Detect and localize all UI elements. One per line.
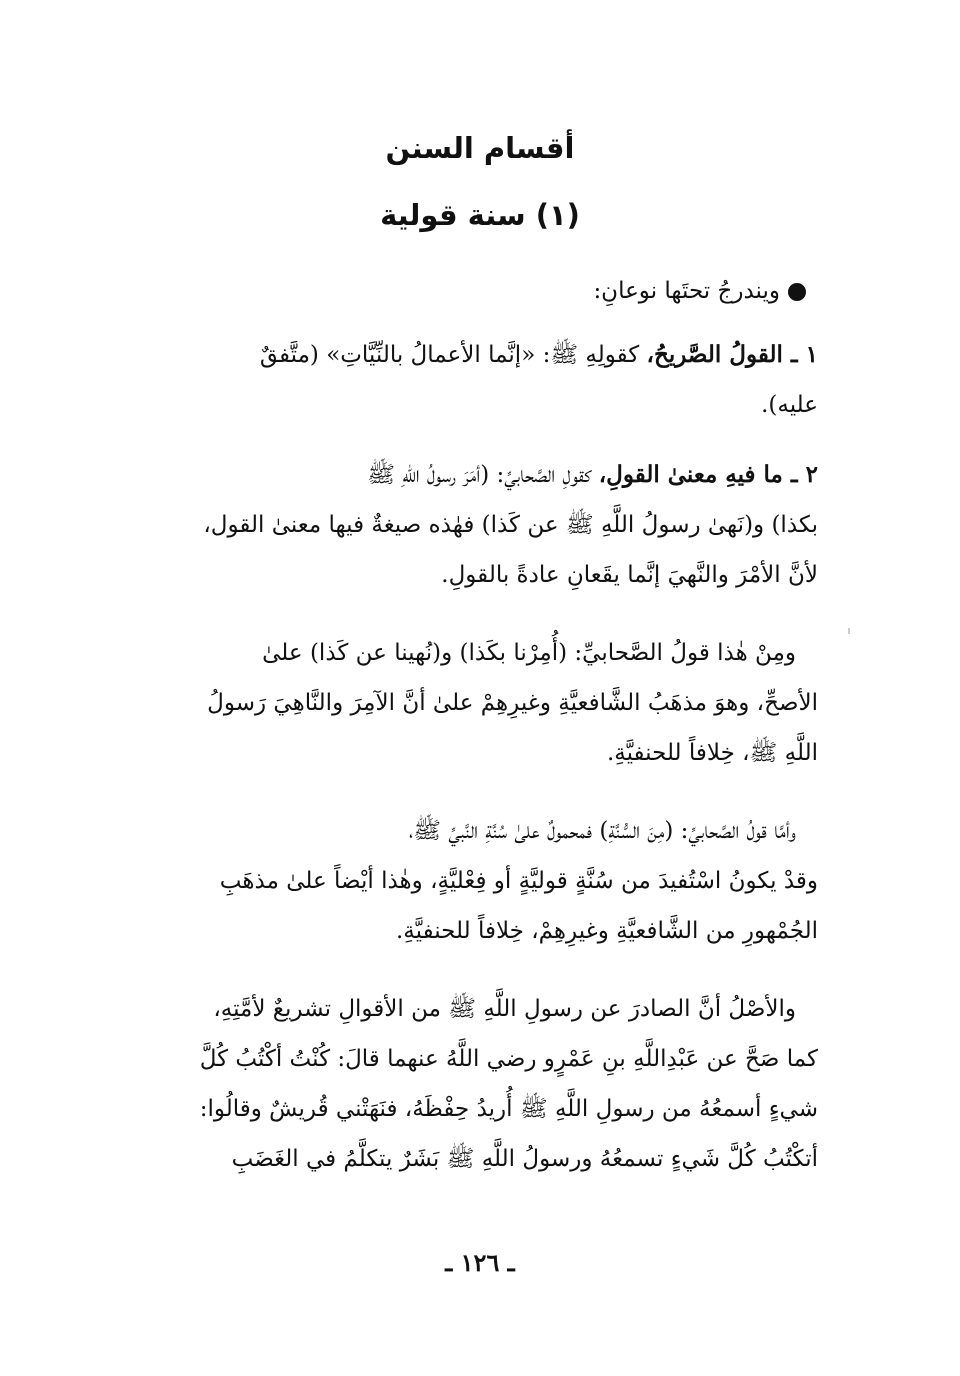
item-1-paragraph	[158, 330, 818, 430]
item-2-line-1: كقولِ الصَّحابيِّ: (أمَرَ رسولُ اللهِ ﷺ	[367, 462, 592, 488]
item-1-line-2: عليه).	[761, 392, 818, 418]
scan-mark	[848, 628, 850, 634]
item-2-line-2: بكذا) و(نَهىٰ رسولُ اللَّهِ ﷺ عن كَذا) فهٰذه صيغةٌ فيها معنىٰ القول،	[203, 512, 818, 538]
paragraph-5-line-1: والأصْلُ أنَّ الصادرَ عن رسولِ اللَّهِ ﷺ من الأقوالِ تشريعٌ لأمَّتِهِ،	[213, 996, 796, 1022]
paragraph-4-line-1: وأمَّا قولُ الصَّحابيِّ: (مِنَ السُّنَّةِ) فمحمولٌ علىٰ سُنَّةِ النَّبيِّ ﷺ،	[408, 818, 796, 844]
item-1-line-1: كقولِهِ ﷺ: «إنَّما الأعمالُ بالنِّيَّاتِ» (متَّفقٌ	[259, 342, 640, 368]
item-2-line-3: لأنَّ الأمْرَ والنَّهيَ إنَّما يقَعانِ عادةً بالقولِ.	[441, 562, 818, 588]
paragraph-5	[158, 984, 818, 1184]
page-heading: أقسام السنن	[385, 131, 575, 165]
item-2-lead: ٢ ـ ما فيهِ معنىٰ القولِ،	[598, 461, 818, 488]
paragraph-3-line-1: ومِنْ هٰذا قولُ الصَّحابيِّ: (أُمِرْنا بكَذا) و(نُهينا عن كَذا) علىٰ	[262, 640, 796, 666]
paragraph-4-line-2: وقدْ يكونُ اسْتُفيدَ من سُنَّةٍ قوليَّةٍ أو فِعْليَّةٍ، وهٰذا أيْضاً علىٰ مذهَبِ	[219, 868, 818, 894]
paragraph-4-line-3: الجُمْهورِ من الشَّافعيَّةِ وغيرِهِمْ، خِلافاً للحنفيَّةِ.	[396, 918, 818, 944]
paragraph-4	[158, 806, 818, 956]
item-1-lead: ١ ـ القولُ الصَّريحُ،	[646, 341, 818, 368]
paragraph-3-line-2: الأصحِّ، وهوَ مذهَبُ الشَّافعيَّةِ وغيرِهِمْ علىٰ أنَّ الآمِرَ والنَّاهِيَ رَسولُ	[207, 690, 818, 716]
paragraph-5-line-2: كما صَحَّ عن عَبْدِاللَّهِ بنِ عَمْرٍو رضي اللَّهُ عنهما قالَ: كُنْتُ أكْتُبُ كُلَّ	[199, 1046, 818, 1072]
paragraph-3-line-3: اللَّهِ ﷺ، خِلافاً للحنفيَّةِ.	[606, 740, 818, 766]
page-number: ـ ١٢٦ ـ	[445, 1248, 515, 1277]
paragraph-5-line-3: شيءٍ أسمعُهُ من رسولِ اللَّهِ ﷺ أُريدُ حِفْظَهُ، فنَهَتْني قُريشٌ وقالُوا:	[199, 1096, 818, 1122]
bullet-icon	[788, 283, 806, 301]
item-2-paragraph	[158, 450, 818, 600]
paragraph-3	[158, 628, 818, 778]
paragraph-5-line-4: أتكْتُبُ كُلَّ شَيءٍ تسمعُهُ ورسولُ اللَّهِ ﷺ بَشَرٌ يتكلَّمُ في الغَضَبِ	[231, 1146, 818, 1172]
section-heading: (١) سنة قولية	[380, 198, 580, 232]
intro-paragraph	[158, 266, 818, 316]
intro-text: ويندرجُ تحتَها نوعانِ:	[593, 278, 780, 304]
